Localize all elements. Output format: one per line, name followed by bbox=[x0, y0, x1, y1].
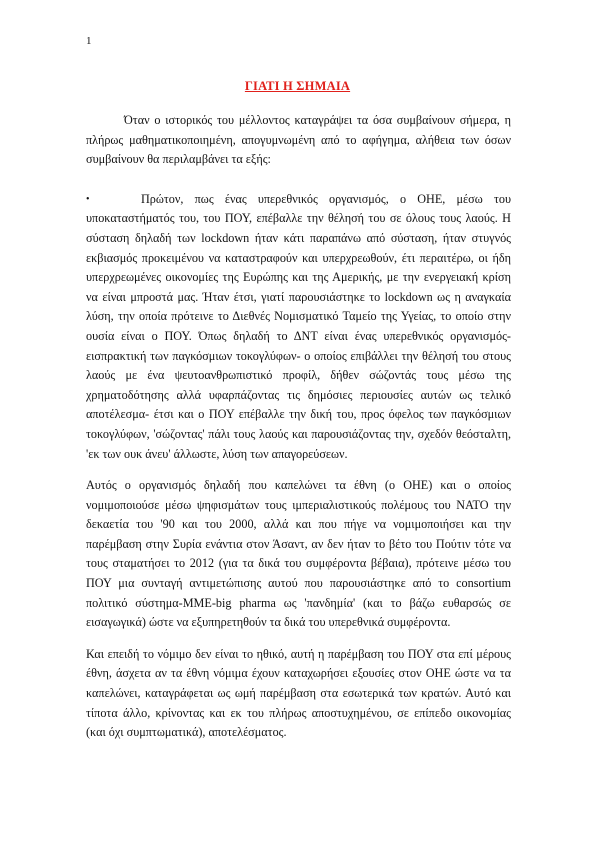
page-number: 1 bbox=[86, 35, 92, 47]
document-title: ΓΙΑΤΙ Η ΣΗΜΑΙΑ bbox=[244, 79, 351, 93]
third-paragraph: Και επειδή το νόμιμο δεν είναι το ηθικό, αυτή η παρέμβαση του ΠΟΥ στα επί μέρους έθνη, άσχετα αν τα έθνη νόμιμα έχουν καταχωρήσει εξουσίες στον ΟΗΕ ώστε να τα καπελώνει, καταγράφεται ως ωμή παρέμβαση στα εσωτερικά των κρατών. Αυτό και τίποτα άλλο, κρίνοντας και εκ του πλήρως αποστυχημένου, σε επίπεδο οικονομίας (και όχι συμπτωματικά), αποτελέσματος. bbox=[86, 646, 511, 740]
bullet-item bbox=[86, 190, 511, 464]
intro-paragraph: Όταν ο ιστορικός του μέλλοντος καταγράψει τα όσα συμβαίνουν σήμερα, η πλήρως μαθηματικοποιημένη, απογυμνωμένη από το αφήγημα, αλήθεια των όσων συμβαίνουν θα περιλαμβάνει τα εξής: bbox=[86, 113, 511, 167]
document-body bbox=[86, 111, 511, 743]
second-paragraph: Αυτός ο οργανισμός δηλαδή που καπελώνει τα έθνη (ο ΟΗΕ) και ο οποίος νομιμοποιούσε μέσω ψηφισμάτων τους ιμπεριαλιστικούς πολέμους του ΝΑΤΟ την δεκαετία του '90 και του 2000, αλλά και που πήγε να νομιμοποιήσει και την παρέμβαση στην Συρία ενάντια στον Άσαντ, αν δεν ήταν το βέτο του Πούτιν τότε να τους σταματήσει το 2012 (για τα δικά του συμφέροντα βέβαια), πρότεινε μέσω του ΠΟΥ μια συνταγή αντιμετώπισης αυτού που παρουσιάστηκε από το consortium πολιτικό σύστημα-ΜΜΕ-big pharma ως 'πανδημία' (και το βάζω ευθαρσώς σε εισαγωγικά) ώστε να εξυπηρετηθούν τα δικά του υπερεθνικά συμφέροντα. bbox=[86, 478, 511, 630]
bullet-paragraph: Πρώτον, πως ένας υπερεθνικός οργανισμός, ο ΟΗΕ, μέσω του υποκαταστήματός του, του ΠΟΥ, επέβαλλε την θέλησή του σε όλους τους λαούς. Η σύσταση δηλαδή των lockdown ήταν κάτι παραπάνω από σύσταση, ήταν στυγνός εκβιασμός προκειμένου να καταστραφούν και υπερχρεωθούν, έτι περαιτέρω, οι ήδη υπερχρεωμένες οικονομίες της Ευρώπης και της Αμερικής, με την ενεργειακή κρίση να είναι μπροστά μας. Ήταν έτσι, γιατί παρουσιάστηκε το lockdown ως η αναγκαία λύση, την οποία πρότεινε το Διεθνές Νομισματικό Ταμείο της Υγείας, το οποίο στην ουσία είναι ο ΠΟΥ. Όπως δηλαδή το ΔΝΤ είναι ένας υπερεθνικός οργανισμός-εισπρακτική των παγκόσμιων τοκογλύφων- ο οποίος επιβάλλει την θέλησή του στους λαούς με ένα ψευτοανθρωπιστικό προφίλ, δήθεν σώζοντάς τους μέσω της χρηματοδότησης αλλά υφαρπάζοντας τις δημόσιες περιουσίες αυτών ως τελικό αποτέλεσμα- έτσι και ο ΠΟΥ επέβαλλε την δική του, προς όφελος των παγκόσμιων τοκογλύφων, 'σώζοντας' πάλι τους λαούς και παρουσιάζοντας την, σχεδόν θεόσταλτη, 'εκ των ουκ άνευ' άλλωστε, λύση των απαγορεύσεων. bbox=[86, 191, 511, 461]
bullet-icon: • bbox=[86, 193, 90, 205]
